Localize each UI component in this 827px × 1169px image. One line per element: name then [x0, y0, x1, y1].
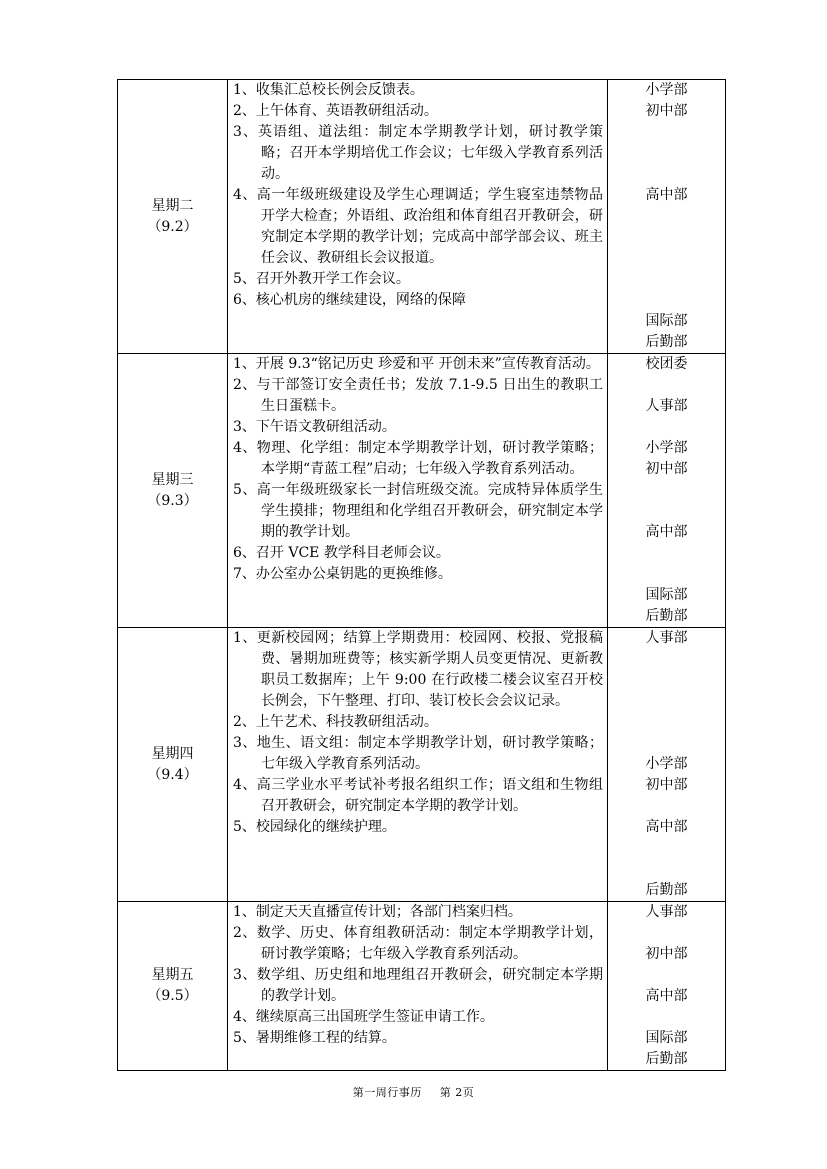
day-name: 星期二	[151, 197, 194, 214]
task-item: 7、办公室办公桌钥匙的更换维修。	[233, 566, 452, 582]
dept-label	[608, 206, 725, 227]
dept-label	[608, 248, 725, 269]
task-item: 4、继续原高三出国班学生签证申请工作。	[233, 1009, 494, 1025]
dept-cell	[608, 354, 726, 628]
dept-label: 国际部	[645, 587, 688, 603]
day-cell	[118, 628, 228, 902]
task-item: 2、数学、历史、体育组教研活动：制定本学期教学计划，研讨教学策略；七年级入学教育系列活动。	[233, 925, 603, 962]
items-cell	[228, 628, 608, 902]
dept-cell	[608, 80, 726, 354]
task-item: 3、地生、语文组：制定本学期教学计划，研讨教学策略；七年级入学教育系列活动。	[233, 735, 603, 772]
dept-label	[608, 670, 725, 691]
day-name: 星期三	[151, 471, 194, 488]
day-name: 星期四	[151, 745, 194, 762]
dept-label	[608, 164, 725, 185]
task-item: 4、高一年级班级建设及学生心理调适；学生寝室违禁物品开学大检查；外语组、政治组和体育组召开教研会，研究制定本学期的教学计划；完成高中部学部会议、班主任会议、教研组长会议报道。	[233, 187, 603, 266]
dept-label: 高中部	[645, 819, 688, 835]
dept-cell	[608, 628, 726, 902]
dept-label: 初中部	[645, 461, 688, 477]
dept-label: 后勤部	[645, 882, 688, 898]
dept-label	[608, 965, 725, 986]
dept-label: 小学部	[645, 756, 688, 772]
dept-label: 人事部	[645, 630, 688, 646]
task-item: 3、下午语文教研组活动。	[233, 419, 396, 435]
dept-label	[608, 796, 725, 817]
dept-label: 初中部	[645, 103, 688, 119]
task-item: 4、物理、化学组：制定本学期教学计划，研讨教学策略；本学期“青蓝工程”启动；七年级入学教育系列活动。	[233, 440, 603, 477]
dept-label	[608, 733, 725, 754]
task-item: 5、暑期维修工程的结算。	[233, 1030, 396, 1046]
task-item: 1、制定天天直播宣传计划；各部门档案归档。	[233, 904, 522, 920]
day-cell	[118, 354, 228, 628]
dept-label	[608, 838, 725, 859]
page-footer	[0, 1084, 827, 1100]
items-cell	[228, 80, 608, 354]
dept-label	[608, 375, 725, 396]
items-cell	[228, 902, 608, 1071]
dept-label: 后勤部	[645, 334, 688, 350]
day-date: （9.2）	[147, 218, 198, 235]
dept-label: 校团委	[645, 356, 688, 372]
task-item: 5、校园绿化的继续护理。	[233, 819, 396, 835]
dept-label	[608, 417, 725, 438]
task-item: 1、更新校园网；结算上学期费用：校园网、校报、党报稿费、暑期加班费等；核实新学期人员变更情况、更新教职员工数据库；上午 9:00 在行政楼二楼会议室召开校长例会，下午整理、打印、装订校长会会议记录。	[233, 630, 603, 709]
dept-label	[608, 859, 725, 880]
day-date: （9.4）	[147, 766, 198, 783]
task-item: 1、收集汇总校长例会反馈表。	[233, 82, 424, 98]
task-item: 2、上午艺术、科技教研组活动。	[233, 714, 438, 730]
dept-label: 初中部	[645, 946, 688, 962]
day-cell	[118, 80, 228, 354]
dept-label: 高中部	[645, 988, 688, 1004]
items-cell	[228, 354, 608, 628]
day-row-tuesday	[118, 80, 726, 354]
dept-label	[608, 480, 725, 501]
dept-label	[608, 564, 725, 585]
day-date: （9.5）	[147, 988, 198, 1004]
dept-label: 小学部	[645, 82, 688, 98]
page-number: 第 2页	[439, 1086, 475, 1099]
dept-label	[608, 501, 725, 522]
task-item: 6、核心机房的继续建设，网络的保障	[233, 292, 466, 308]
dept-label	[608, 143, 725, 164]
dept-label: 初中部	[645, 777, 688, 793]
task-item: 6、召开 VCE 教学科目老师会议。	[233, 545, 450, 561]
dept-label: 人事部	[645, 398, 688, 414]
task-item: 3、数学组、历史组和地理组召开教研会，研究制定本学期的教学计划。	[233, 967, 603, 1004]
dept-label: 后勤部	[645, 608, 688, 624]
dept-label	[608, 923, 725, 944]
dept-label	[608, 290, 725, 311]
day-row-thursday	[118, 628, 726, 902]
task-item: 5、高一年级班级家长一封信班级交流。完成特异体质学生学生摸排；物理组和化学组召开教研会，研究制定本学期的教学计划。	[233, 482, 603, 540]
footer-title: 第一周行事历	[352, 1086, 422, 1099]
dept-label: 后勤部	[645, 1051, 688, 1067]
dept-label	[608, 543, 725, 564]
dept-cell	[608, 902, 726, 1071]
dept-label	[608, 1007, 725, 1028]
day-row-friday	[118, 902, 726, 1071]
dept-label	[608, 227, 725, 248]
task-item: 4、高三学业水平考试补考报名组织工作；语文组和生物组召开教研会，研究制定本学期的教学计划。	[233, 777, 603, 814]
day-row-wednesday	[118, 354, 726, 628]
day-cell	[118, 902, 228, 1071]
dept-label	[608, 691, 725, 712]
task-item: 1、开展 9.3“铭记历史 珍爱和平 开创未来”宣传教育活动。	[233, 356, 600, 372]
schedule-table	[117, 79, 726, 1071]
task-item: 2、与干部签订安全责任书；发放 7.1-9.5 日出生的教职工生日蛋糕卡。	[233, 377, 603, 414]
task-item: 5、召开外教开学工作会议。	[233, 271, 410, 287]
dept-label: 人事部	[645, 904, 688, 920]
dept-label: 高中部	[645, 524, 688, 540]
dept-label	[608, 649, 725, 670]
dept-label: 国际部	[645, 1030, 688, 1046]
task-item: 2、上午体育、英语教研组活动。	[233, 103, 438, 119]
dept-label: 高中部	[645, 187, 688, 203]
dept-label	[608, 269, 725, 290]
day-date: （9.3）	[147, 492, 198, 509]
dept-label: 国际部	[645, 313, 688, 329]
task-item: 3、英语组、道法组：制定本学期教学计划，研讨教学策略；召开本学期培优工作会议；七年级入学教育系列活动。	[233, 124, 603, 182]
day-name: 星期五	[151, 967, 194, 983]
dept-label	[608, 712, 725, 733]
dept-label: 小学部	[645, 440, 688, 456]
dept-label	[608, 122, 725, 143]
